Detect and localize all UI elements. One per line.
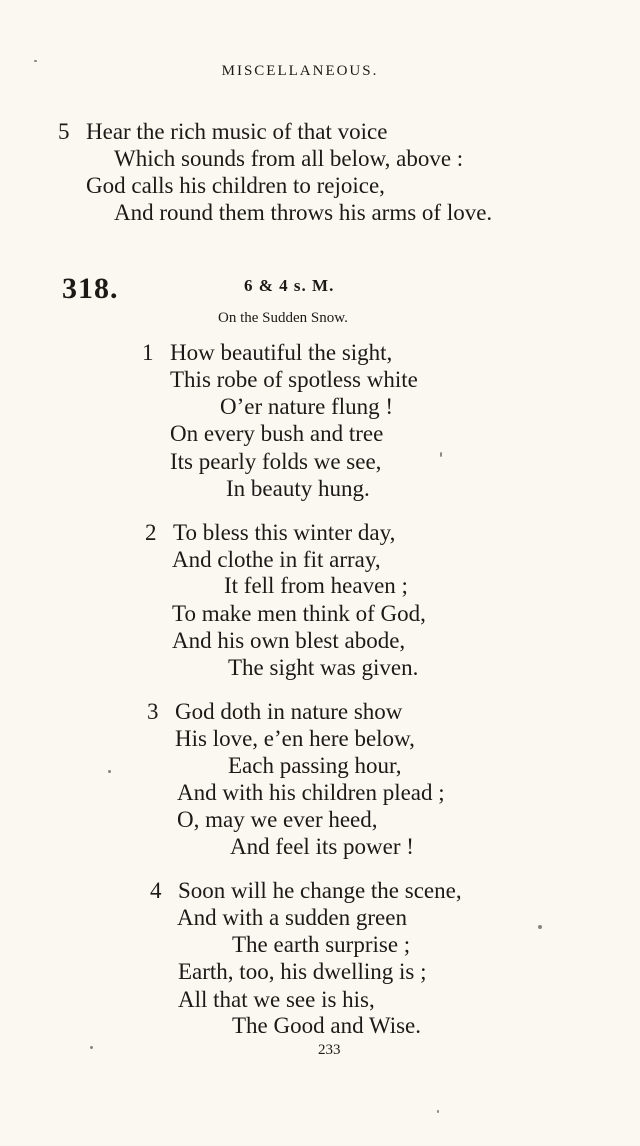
paper-speck xyxy=(437,1110,439,1113)
verse-line: And round them throws his arms of love. xyxy=(114,200,493,225)
verse-line: This robe of spotless white xyxy=(170,367,418,392)
verse-number: 3 xyxy=(147,699,159,724)
hymn-meter: 6 & 4 s. M. xyxy=(244,276,335,295)
paper-speck xyxy=(90,1046,93,1049)
verse-line: God calls his children to rejoice, xyxy=(86,173,385,198)
hymn-title: On the Sudden Snow. xyxy=(218,310,348,326)
verse-line: In beauty hung. xyxy=(226,476,370,501)
hymn-number: 318. xyxy=(62,272,119,305)
paper-speck xyxy=(440,452,442,457)
verse-line: It fell from heaven ; xyxy=(224,573,408,598)
verse-line: Earth, too, his dwelling is ; xyxy=(178,959,427,984)
verse-line: O’er nature flung ! xyxy=(220,394,394,419)
verse-line: And with his children plead ; xyxy=(177,780,445,805)
verse-line: And with a sudden green xyxy=(177,905,407,930)
verse-line: And feel its power ! xyxy=(230,834,414,859)
verse-line: Each passing hour, xyxy=(228,753,402,778)
verse-line: 5 Hear the rich music of that voice xyxy=(58,119,388,144)
verse-line: All that we see is his, xyxy=(178,987,375,1012)
verse-number: 2 xyxy=(145,520,157,545)
verse-line: Which sounds from all below, above : xyxy=(114,146,464,171)
verse-line: And his own blest abode, xyxy=(172,628,406,653)
verse-number: 1 xyxy=(142,340,154,365)
verse-number: 5 xyxy=(58,119,70,144)
verse-line: The earth surprise ; xyxy=(232,932,411,957)
verse-line: Its pearly folds we see, xyxy=(170,449,382,474)
verse-line: And clothe in fit array, xyxy=(172,547,381,572)
verse-line: 4 Soon will he change the scene, xyxy=(150,878,462,903)
verse-line: On every bush and tree xyxy=(170,421,384,446)
paper-speck xyxy=(108,770,111,773)
verse-line: To make men think of God, xyxy=(172,601,426,626)
page-number: 233 xyxy=(318,1042,341,1058)
verse-line: The Good and Wise. xyxy=(232,1013,421,1038)
running-head: MISCELLANEOUS. xyxy=(221,63,379,79)
verse-line: His love, e’en here below, xyxy=(175,726,415,751)
verse-line: 1 How beautiful the sight, xyxy=(142,340,393,365)
paper-speck xyxy=(34,60,37,62)
verse-line: 2 To bless this winter day, xyxy=(145,520,396,545)
verse-line: The sight was given. xyxy=(228,655,419,680)
verse-line: O, may we ever heed, xyxy=(177,807,378,832)
verse-line: 3 God doth in nature show xyxy=(147,699,403,724)
verse-number: 4 xyxy=(150,878,162,903)
paper-speck xyxy=(538,925,542,929)
